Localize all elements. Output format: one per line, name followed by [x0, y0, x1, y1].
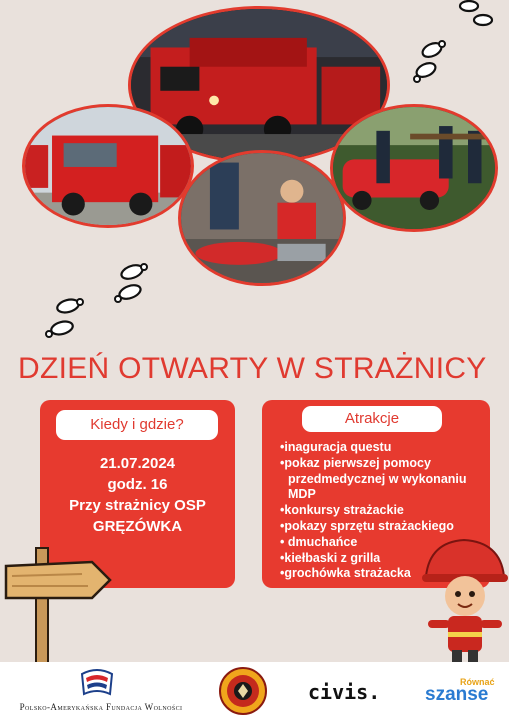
event-place-line1: Przy strażnicy OSP [69, 497, 206, 514]
list-item: •pokaz pierwszej pomocy [280, 455, 431, 470]
footprints-icon [114, 262, 150, 306]
list-item: • dmuchańce [280, 534, 358, 549]
szanse-label: szanse [425, 684, 489, 705]
footprints-icon [455, 0, 497, 30]
list-item: •konkursy strażackie [280, 503, 404, 518]
photo-vintage-fire-truck [22, 104, 194, 228]
sponsor-footer [0, 662, 509, 720]
footprints-icon [412, 40, 446, 84]
pafw-logo-icon [80, 668, 114, 703]
list-item: •inaguracja questu [280, 440, 392, 454]
event-headline: DZIEŃ OTWARTY W STRAŻNICY [18, 352, 487, 385]
list-item: •grochówka strażacka [280, 566, 411, 581]
photo-first-aid-demo [178, 150, 346, 286]
civis-logo: civis. [308, 680, 381, 704]
firefighter-mascot-icon [420, 536, 509, 662]
attractions-header: Atrakcje [302, 406, 442, 432]
photo-rescue-exercise [330, 104, 498, 232]
pafw-name: Polsko-Amerykańska Fundacja Wolności [19, 702, 183, 712]
event-date: 21.07.2024 [99, 455, 176, 472]
list-item: •pokazy sprzętu strażackiego [280, 518, 454, 533]
rownac-label: Równać [460, 677, 495, 687]
event-place-line2: GRĘZÓWKA [92, 518, 183, 535]
when-where-header: Kiedy i gdzie? [56, 410, 218, 440]
footprints-icon [44, 296, 84, 342]
list-item: przedmedycznej w wykonaniu [288, 471, 467, 486]
signpost-icon [2, 540, 114, 664]
list-item: •kiełbaski z grilla [280, 550, 381, 565]
osp-emblem-icon [218, 666, 268, 720]
event-time: godz. 16 [107, 476, 168, 493]
list-item: MDP [288, 487, 316, 502]
